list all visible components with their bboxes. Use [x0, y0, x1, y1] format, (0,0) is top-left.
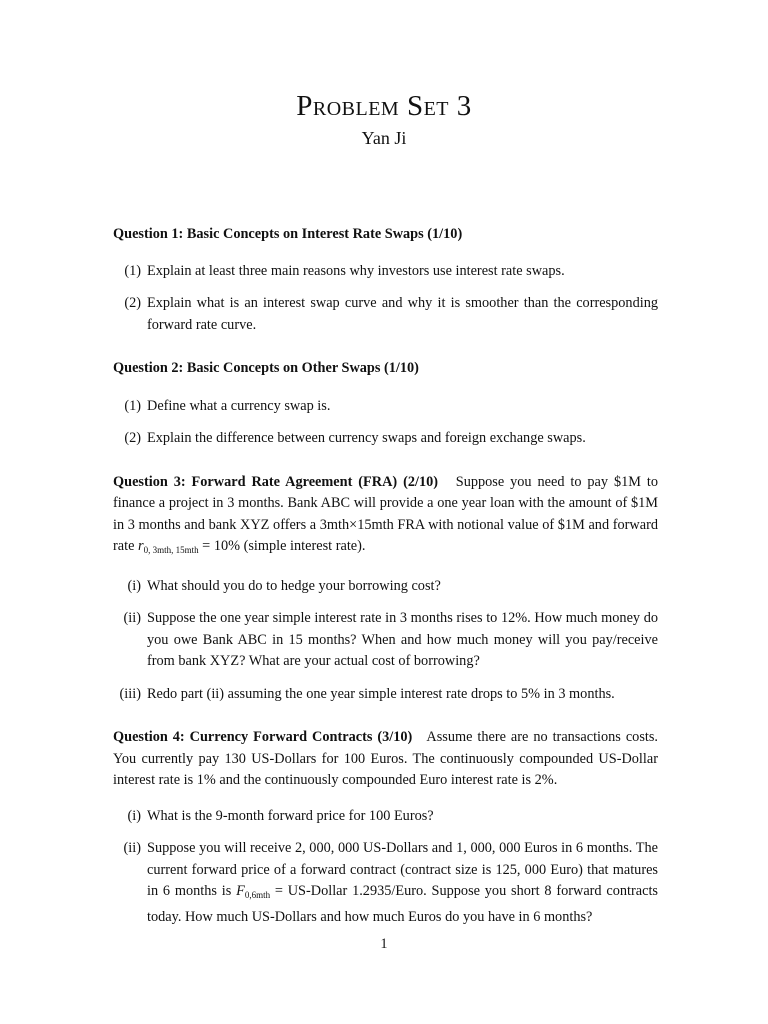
list-item	[113, 261, 658, 283]
list-item	[113, 396, 658, 418]
list-item	[113, 684, 658, 706]
price-subscript: 0,6mth	[244, 890, 271, 900]
question-3-heading: Question 3: Forward Rate Agreement (FRA) (2/10)	[113, 473, 439, 490]
item-text-b: = US-Dollar 1.2935/Euro. Suppose you short 8 forward contracts today. How much US-Dollars and how much Euros do you have in 6 months?	[147, 883, 658, 925]
item-number: (i)	[127, 577, 141, 594]
question-2-list	[113, 396, 658, 450]
question-3	[113, 472, 658, 706]
question-3-text-a: Suppose you need to pay $1M to finance a project in 3 months. Bank ABC will provide a one year loan with the amount of $1M in 3 months and bank XYZ offers a 3mth×15mth FRA with notional value of $1M and forward rate	[113, 473, 658, 554]
item-text: Explain what is an interest swap curve and why it is smoother than the corresponding forward rate curve.	[147, 295, 658, 333]
question-1	[113, 224, 658, 336]
list-item	[113, 806, 658, 828]
list-item	[113, 608, 658, 673]
rate-subscript: 0, 3mth, 15mth	[143, 545, 199, 555]
list-item	[113, 293, 658, 336]
item-text: Suppose the one year simple interest rate in 3 months rises to 12%. How much money do you owe Bank ABC in 15 months? When and how much money will you pay/receive from bank XYZ? What are your actual cost of borrowing?	[147, 610, 658, 669]
page-number: 1	[380, 936, 388, 952]
question-3-intro	[113, 472, 658, 562]
item-text: Define what a currency swap is.	[147, 397, 331, 414]
item-number: (1)	[124, 262, 141, 279]
item-number: (ii)	[123, 840, 141, 856]
item-text-a: Suppose you will receive 2, 000, 000 US-Dollars and 1, 000, 000 Euros in 6 months. The current forward price of a forward contract (contract size is 125, 000 Euro) that matures in 6 months is	[147, 840, 658, 899]
list-item	[113, 576, 658, 598]
document-body	[113, 224, 658, 928]
rate-symbol: r	[138, 538, 144, 554]
item-number: (i)	[127, 807, 141, 824]
question-4-text: Assume there are no transactions costs. You currently pay 130 US-Dollars for 100 Euros. The continuously compounded US-Dollar interest rate is 1% and the continuously compounded Euro interest rate is 2%.	[113, 729, 658, 788]
question-4-intro	[113, 727, 658, 792]
item-number: (1)	[124, 397, 141, 414]
question-1-list	[113, 261, 658, 337]
question-2-heading: Question 2: Basic Concepts on Other Swaps (1/10)	[113, 360, 419, 376]
price-symbol: F	[236, 883, 245, 899]
question-4	[113, 727, 658, 928]
item-number: (2)	[124, 430, 141, 446]
item-number: (iii)	[119, 685, 141, 702]
question-1-heading: Question 1: Basic Concepts on Interest Rate Swaps (1/10)	[113, 226, 463, 242]
list-item	[113, 838, 658, 928]
item-text: Explain at least three main reasons why investors use interest rate swaps.	[147, 262, 565, 279]
question-4-list	[113, 806, 658, 929]
item-number: (2)	[124, 295, 141, 311]
question-3-text-b: = 10% (simple interest rate).	[198, 538, 366, 554]
question-3-list	[113, 576, 658, 706]
item-text: What should you do to hedge your borrowing cost?	[147, 577, 441, 594]
item-text: Explain the difference between currency swaps and foreign exchange swaps.	[147, 430, 586, 446]
author-name: Yan Ji	[361, 128, 407, 148]
question-2	[113, 358, 658, 450]
item-number: (ii)	[123, 610, 141, 626]
list-item	[113, 428, 658, 450]
item-text: Redo part (ii) assuming the one year simple interest rate drops to 5% in 3 months.	[147, 685, 615, 702]
page-title: Problem Set 3	[296, 90, 472, 122]
question-4-heading: Question 4: Currency Forward Contracts (3/10)	[113, 729, 413, 745]
item-text: What is the 9-month forward price for 100 Euros?	[147, 807, 434, 824]
